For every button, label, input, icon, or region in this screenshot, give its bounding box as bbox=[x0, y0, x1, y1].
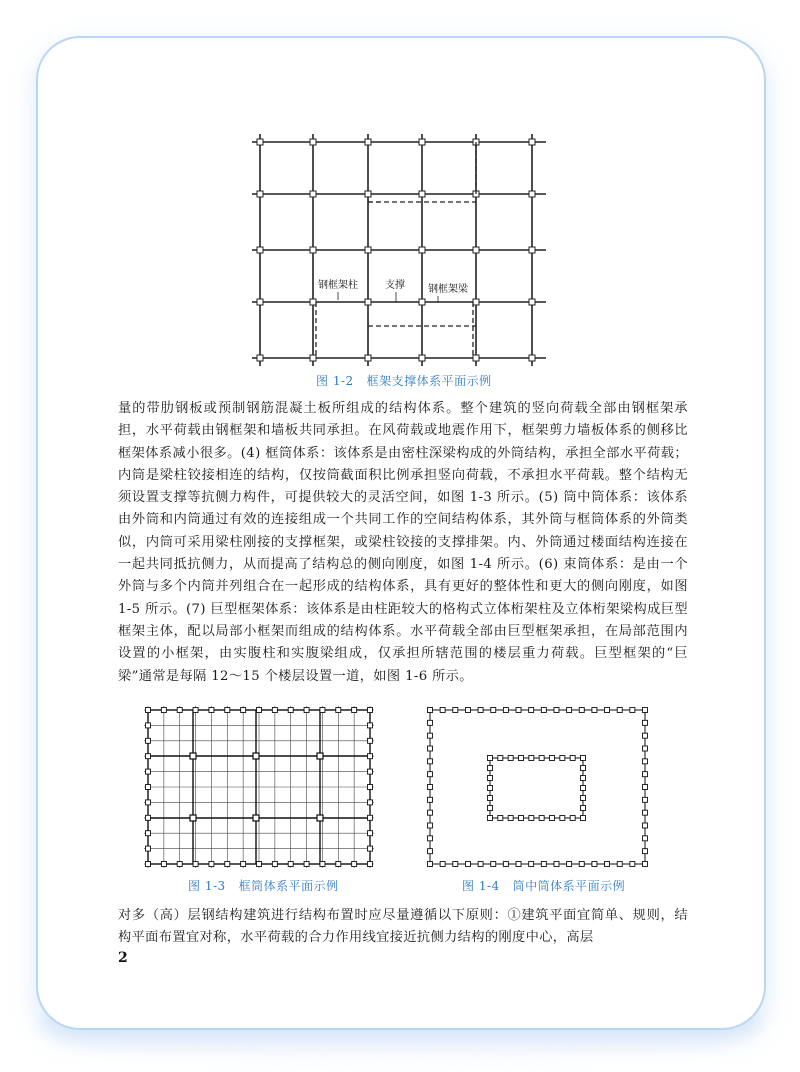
perimeter-column bbox=[146, 723, 151, 728]
figure-framed-tube-plan bbox=[140, 702, 380, 872]
perimeter-column bbox=[146, 846, 151, 851]
column-node bbox=[419, 247, 425, 253]
column-node bbox=[365, 139, 371, 145]
perimeter-column bbox=[368, 723, 373, 728]
tube-column bbox=[581, 776, 586, 781]
perimeter-column bbox=[336, 862, 341, 867]
tube-column bbox=[643, 772, 648, 777]
tube-column bbox=[643, 836, 648, 841]
perimeter-column bbox=[320, 862, 325, 867]
tube-column bbox=[428, 785, 433, 790]
perimeter-column bbox=[288, 708, 293, 713]
tube-column bbox=[529, 756, 534, 761]
tube-column bbox=[550, 756, 555, 761]
label-steel-column: 钢框架柱 bbox=[318, 280, 358, 291]
tube-column bbox=[630, 708, 635, 713]
tube-column bbox=[529, 708, 534, 713]
tube-column bbox=[550, 816, 555, 821]
tube-column bbox=[508, 756, 513, 761]
tube-column bbox=[541, 708, 546, 713]
perimeter-column bbox=[146, 738, 151, 743]
interior-column bbox=[190, 753, 196, 759]
perimeter-column bbox=[257, 708, 262, 713]
column-node bbox=[419, 299, 425, 305]
tube-column bbox=[440, 708, 445, 713]
perimeter-column bbox=[368, 846, 373, 851]
column-node bbox=[419, 191, 425, 197]
tube-column bbox=[529, 816, 534, 821]
tube-column bbox=[428, 733, 433, 738]
tube-column bbox=[643, 849, 648, 854]
tube-column bbox=[592, 862, 597, 867]
tube-column bbox=[503, 708, 508, 713]
body-paragraph: 量的带肋钢板或预制钢筋混凝土板所组成的结构体系。整个建筑的竖向荷载全部由钢框架承担，水平荷载由钢框架和墙板共同承担。在风荷载或地震作用下，框架剪力墙板体系的侧移比框架体系减小很多。(4) 框筒体系：该体系是由密柱深梁构成的外筒结构，承担全部水平荷载；内筒是梁柱铰接相连的结构，仅按筒截面积比例承担竖向荷载，不承担水平荷载。整个结构无须设置支撑等抗侧力构件，可提供较大的灵活空间，如图 1-3 所示。(5) 筒中筒体系：该体系由外筒和内筒通过有效的连接组成一个共同工作的空间结构体系，其外筒与框筒体系的外筒类似，内筒可采用梁柱刚接的支撑框架，或梁柱铰接的支撑排架。内、外筒通过楼面结构连接在一起共同抵抗侧力，从而提高了结构总的侧向刚度，如图 1-4 所示。(6) 束筒体系：是由一个外筒与多个内筒并列组合在一起形成的结构体系，具有更好的整体性和更大的侧向刚度，如图 1-5 所示。(7) 巨型框架体系：该体系是由柱距较大的格构式立体桁架柱及立体桁架梁构成巨型框架主体，配以局部小框架而组成的结构体系。水平荷载全部由巨型框架承担，在局部范围内设置的小框架，由实腹柱和实腹梁组成，仅承担所辖范围的楼层重力荷载。巨型框架的“巨梁”通常是每隔 12～15 个楼层设置一道，如图 1-6 所示。 bbox=[118, 401, 688, 684]
tube-column bbox=[581, 766, 586, 771]
tube-column bbox=[465, 862, 470, 867]
interior-column bbox=[190, 815, 196, 821]
label-brace: 支撑 bbox=[385, 280, 405, 291]
column-node bbox=[257, 139, 263, 145]
tube-column bbox=[440, 862, 445, 867]
perimeter-column bbox=[304, 708, 309, 713]
interior-column bbox=[317, 815, 323, 821]
perimeter-column bbox=[368, 831, 373, 836]
tube-column bbox=[539, 816, 544, 821]
perimeter-column bbox=[209, 862, 214, 867]
perimeter-column bbox=[225, 862, 230, 867]
perimeter-column bbox=[146, 785, 151, 790]
tube-column bbox=[539, 756, 544, 761]
perimeter-column bbox=[288, 862, 293, 867]
tube-column bbox=[554, 862, 559, 867]
tube-column bbox=[491, 708, 496, 713]
perimeter-column bbox=[368, 800, 373, 805]
tube-column bbox=[579, 708, 584, 713]
column-node bbox=[365, 191, 371, 197]
perimeter-column bbox=[241, 862, 246, 867]
perimeter-column bbox=[368, 708, 373, 713]
column-node bbox=[473, 247, 479, 253]
tube-column bbox=[488, 766, 493, 771]
perimeter-column bbox=[241, 708, 246, 713]
column-node bbox=[473, 355, 479, 361]
tube-column bbox=[488, 776, 493, 781]
tube-column bbox=[488, 796, 493, 801]
figure-tube-in-tube-plan bbox=[423, 702, 653, 872]
tube-column bbox=[592, 708, 597, 713]
column-node bbox=[365, 355, 371, 361]
perimeter-column bbox=[225, 708, 230, 713]
perimeter-column bbox=[146, 708, 151, 713]
column-node bbox=[529, 299, 535, 305]
body-paragraph-2: 对多（高）层钢结构建筑进行结构布置时应尽量遵循以下原则：①建筑平面宜简单、规则，结构平面布置宜对称，水平荷载的合力作用线宜接近抗侧力结构的刚度中心，高层 bbox=[118, 908, 688, 946]
tube-column bbox=[581, 756, 586, 761]
tube-column bbox=[605, 862, 610, 867]
perimeter-column bbox=[177, 708, 182, 713]
tube-column bbox=[519, 756, 524, 761]
tube-column bbox=[643, 733, 648, 738]
perimeter-column bbox=[146, 800, 151, 805]
perimeter-column bbox=[368, 769, 373, 774]
perimeter-column bbox=[320, 708, 325, 713]
perimeter-column bbox=[161, 862, 166, 867]
perimeter-column bbox=[272, 862, 277, 867]
perimeter-column bbox=[304, 862, 309, 867]
tube-column bbox=[516, 708, 521, 713]
column-node bbox=[310, 191, 316, 197]
tube-column bbox=[428, 862, 433, 867]
column-node bbox=[310, 355, 316, 361]
tube-column bbox=[643, 708, 648, 713]
tube-column bbox=[581, 816, 586, 821]
column-node bbox=[257, 247, 263, 253]
perimeter-column bbox=[146, 862, 151, 867]
tube-column bbox=[570, 756, 575, 761]
column-node bbox=[365, 247, 371, 253]
tube-column bbox=[428, 720, 433, 725]
tube-column bbox=[605, 708, 610, 713]
tube-column bbox=[428, 708, 433, 713]
tube-column bbox=[428, 759, 433, 764]
column-node bbox=[529, 139, 535, 145]
tube-column bbox=[554, 708, 559, 713]
tube-column bbox=[428, 823, 433, 828]
tube-column bbox=[643, 759, 648, 764]
tube-column bbox=[643, 785, 648, 790]
column-node bbox=[529, 355, 535, 361]
perimeter-column bbox=[146, 754, 151, 759]
perimeter-column bbox=[161, 708, 166, 713]
tube-column bbox=[478, 708, 483, 713]
tube-column bbox=[570, 816, 575, 821]
tube-column bbox=[428, 849, 433, 854]
tube-column bbox=[503, 862, 508, 867]
column-node bbox=[257, 355, 263, 361]
perimeter-column bbox=[257, 862, 262, 867]
perimeter-column bbox=[336, 708, 341, 713]
interior-column bbox=[253, 815, 259, 821]
tube-column bbox=[617, 708, 622, 713]
figure-1-3-caption: 图 1-3 框筒体系平面示例 bbox=[188, 879, 339, 893]
tube-column bbox=[498, 816, 503, 821]
perimeter-column bbox=[193, 708, 198, 713]
tube-column bbox=[643, 862, 648, 867]
tube-column bbox=[519, 816, 524, 821]
tube-column bbox=[643, 823, 648, 828]
tube-column bbox=[541, 862, 546, 867]
tube-column bbox=[508, 816, 513, 821]
tube-column bbox=[498, 756, 503, 761]
tube-column bbox=[428, 810, 433, 815]
tube-column bbox=[581, 806, 586, 811]
perimeter-column bbox=[146, 769, 151, 774]
tube-column bbox=[617, 862, 622, 867]
tube-column bbox=[643, 810, 648, 815]
label-steel-beam: 钢框架梁 bbox=[428, 284, 468, 295]
perimeter-column bbox=[368, 738, 373, 743]
perimeter-column bbox=[177, 862, 182, 867]
tube-column bbox=[488, 806, 493, 811]
tube-column bbox=[428, 746, 433, 751]
figure-1-2-caption: 图 1-2 框架支撑体系平面示例 bbox=[316, 374, 492, 388]
tube-column bbox=[643, 720, 648, 725]
column-node bbox=[529, 191, 535, 197]
column-node bbox=[310, 247, 316, 253]
figure-1-4-caption: 图 1-4 筒中筒体系平面示例 bbox=[462, 879, 626, 893]
perimeter-column bbox=[368, 785, 373, 790]
tube-column bbox=[453, 862, 458, 867]
tube-column bbox=[516, 862, 521, 867]
tube-column bbox=[488, 816, 493, 821]
tube-column bbox=[488, 756, 493, 761]
perimeter-column bbox=[368, 862, 373, 867]
tube-column bbox=[579, 862, 584, 867]
inner-tube bbox=[490, 758, 583, 818]
perimeter-column bbox=[368, 815, 373, 820]
perimeter-column bbox=[209, 708, 214, 713]
perimeter-column bbox=[146, 831, 151, 836]
tube-column bbox=[581, 786, 586, 791]
outer-tube bbox=[430, 710, 645, 864]
column-node bbox=[257, 299, 263, 305]
interior-column bbox=[317, 753, 323, 759]
tube-column bbox=[560, 756, 565, 761]
column-node bbox=[529, 247, 535, 253]
column-node bbox=[419, 355, 425, 361]
tube-column bbox=[428, 772, 433, 777]
interior-column bbox=[253, 753, 259, 759]
tube-column bbox=[581, 796, 586, 801]
tube-column bbox=[560, 816, 565, 821]
column-node bbox=[419, 139, 425, 145]
tube-column bbox=[488, 786, 493, 791]
tube-column bbox=[428, 836, 433, 841]
perimeter-column bbox=[352, 708, 357, 713]
tube-column bbox=[428, 797, 433, 802]
perimeter-column bbox=[368, 754, 373, 759]
column-node bbox=[310, 299, 316, 305]
perimeter-column bbox=[352, 862, 357, 867]
column-node bbox=[365, 299, 371, 305]
perimeter-column bbox=[193, 862, 198, 867]
tube-column bbox=[643, 797, 648, 802]
perimeter-column bbox=[272, 708, 277, 713]
column-node bbox=[257, 191, 263, 197]
tube-column bbox=[478, 862, 483, 867]
tube-column bbox=[529, 862, 534, 867]
perimeter-column bbox=[146, 815, 151, 820]
tube-column bbox=[453, 708, 458, 713]
tube-column bbox=[630, 862, 635, 867]
column-node bbox=[473, 299, 479, 305]
tube-column bbox=[567, 708, 572, 713]
page-number: 2 bbox=[118, 950, 128, 966]
tube-column bbox=[567, 862, 572, 867]
tube-column bbox=[465, 708, 470, 713]
column-node bbox=[310, 139, 316, 145]
tube-column bbox=[643, 746, 648, 751]
tube-column bbox=[491, 862, 496, 867]
figure-frame-brace-plan bbox=[250, 132, 550, 367]
